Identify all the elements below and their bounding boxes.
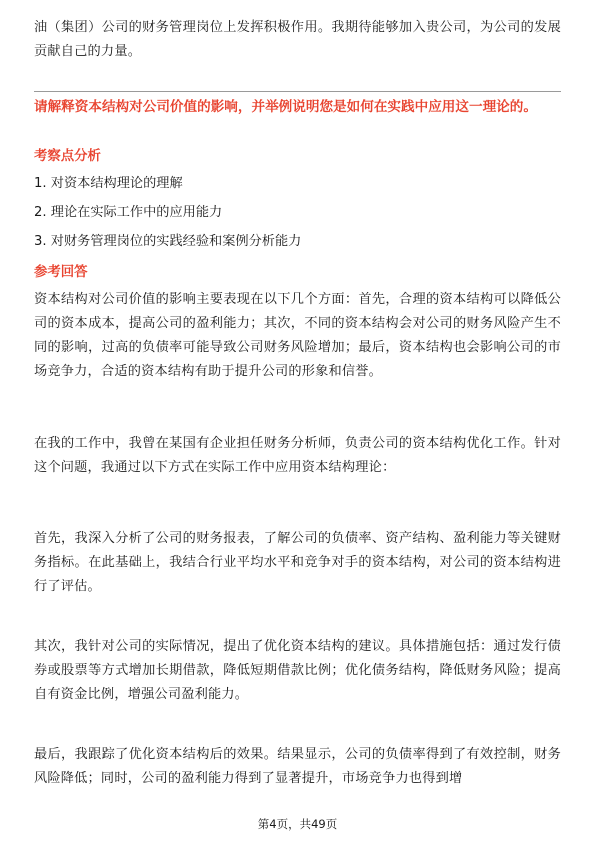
answer-title: 参考回答 [34,265,88,280]
analysis-point-2: 2. 理论在实际工作中的应用能力 [34,205,223,220]
answer-paragraph-1: 资本结构对公司价值的影响主要表现在以下几个方面：首先，合理的资本结构可以降低公司的资本成本，提高公司的盈利能力；其次，不同的资本结构会对公司的财务风险产生不同的影响，过高的负债率可能导致公司财务风险增加；最后，资本结构也会影响公司的市场竞争力，合适的资本结构有助于提升公司的形象和信誉。 [34,292,561,379]
analysis-point-3: 3. 对财务管理岗位的实践经验和案例分析能力 [34,234,302,249]
answer-paragraph-4: 其次，我针对公司的实际情况，提出了优化资本结构的建议。具体措施包括：通过发行债券或股票等方式增加长期借款，降低短期借款比例；优化债务结构，降低财务风险；提高自有资金比例，增强公司盈利能力。 [34,639,561,702]
question-heading: 请解释资本结构对公司价值的影响，并举例说明您是如何在实践中应用这一理论的。 [34,99,537,115]
answer-paragraph-5: 最后，我跟踪了优化资本结构后的效果。结果显示，公司的负债率得到了有效控制，财务风险降低；同时，公司的盈利能力得到了显著提升，市场竞争力也得到增 [34,747,561,786]
analysis-point-1: 1. 对资本结构理论的理解 [34,176,183,191]
answer-paragraph-3: 首先，我深入分析了公司的财务报表，了解公司的负债率、资产结构、盈利能力等关键财务指标。在此基础上，我结合行业平均水平和竞争对手的资本结构，对公司的资本结构进行了评估。 [34,531,561,594]
page-number: 第4页，共49页 [257,817,338,831]
section-divider [34,91,561,92]
intro-paragraph: 油（集团）公司的财务管理岗位上发挥积极作用。我期待能够加入贵公司，为公司的发展贡献自己的力量。 [34,20,561,59]
analysis-title: 考察点分析 [34,149,101,164]
answer-paragraph-2: 在我的工作中，我曾在某国有企业担任财务分析师，负责公司的资本结构优化工作。针对这个问题，我通过以下方式在实际工作中应用资本结构理论： [34,436,561,475]
